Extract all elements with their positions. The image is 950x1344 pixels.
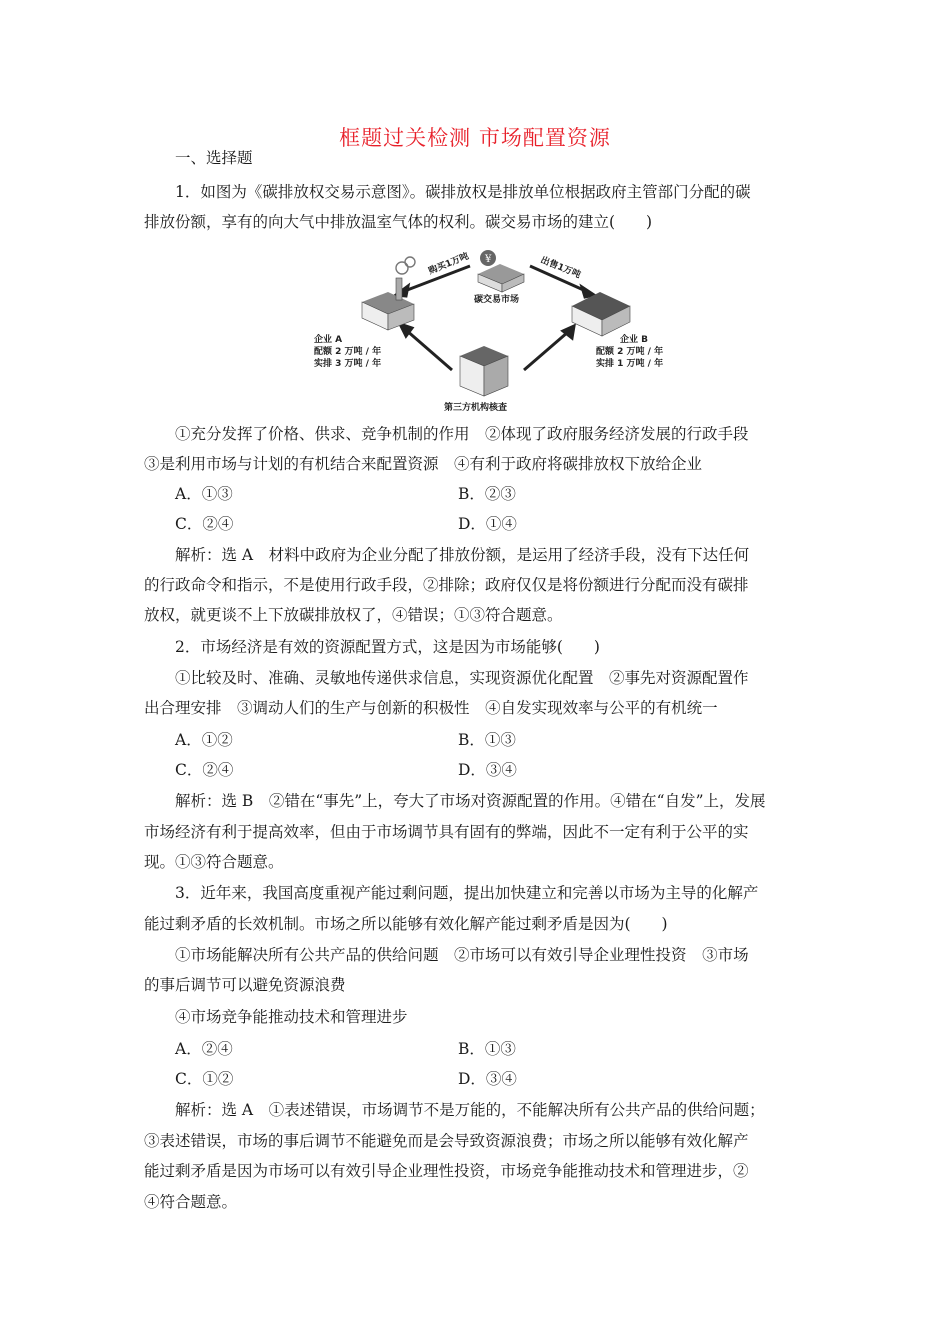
q2-statement-4: ④自发实现效率与公平的有机统一 xyxy=(485,699,718,717)
q1-option-c[interactable]: C．②④ xyxy=(175,515,234,533)
q2-option-c[interactable]: C．②④ xyxy=(175,761,234,779)
page-title: 框题过关检测 市场配置资源 xyxy=(339,126,611,150)
market-building-icon xyxy=(478,250,524,292)
q3-stem-line1: 3．近年来，我国高度重视产能过剩问题，提出加快建立和完善以市场为主导的化解产 xyxy=(175,884,759,902)
q3-statement-1: ①市场能解决所有公共产品的供给问题 xyxy=(175,946,439,964)
q2-stem: 2．市场经济是有效的资源配置方式，这是因为市场能够( ) xyxy=(175,638,600,656)
q1-option-a[interactable]: A．①③ xyxy=(175,485,233,503)
q3-option-c[interactable]: C．①② xyxy=(175,1070,234,1088)
q1-statements-line2 xyxy=(144,454,702,474)
q1-option-b[interactable]: B．②③ xyxy=(458,485,516,503)
q1-option-d[interactable]: D．①④ xyxy=(458,515,517,533)
q1-statement-4: ④有利于政府将碳排放权下放给企业 xyxy=(454,455,703,473)
third-party-building-icon xyxy=(460,346,508,396)
q2-option-b[interactable]: B．①③ xyxy=(458,731,516,749)
q2-analysis-line2: 市场经济有利于提高效率，但由于市场调节具有固有的弊端，因此不一定有利于公平的实 xyxy=(144,823,749,841)
q3-analysis-line3: 能过剩矛盾是因为市场可以有效引导企业理性投资，市场竞争能推动技术和管理进步，② xyxy=(144,1162,749,1180)
q2-option-a[interactable]: A．①② xyxy=(175,731,233,749)
carbon-trading-diagram xyxy=(310,244,680,416)
label-b1: 企业 B xyxy=(620,335,648,345)
q3-option-d[interactable]: D．③④ xyxy=(458,1070,517,1088)
q3-option-b[interactable]: B．①③ xyxy=(458,1040,516,1058)
q1-analysis-line1: 解析：选 A 材料中政府为企业分配了排放份额，是运用了经济手段，没有下达任何 xyxy=(175,546,750,564)
arrow-right-check xyxy=(524,332,568,370)
q3-statement-4: ④市场竞争能推动技术和管理进步 xyxy=(175,1008,408,1026)
q2-statements-line2 xyxy=(144,698,718,718)
arrow-left-check xyxy=(406,330,452,370)
label-buy: 购买1万吨 xyxy=(427,251,471,277)
q3-statement-3: ③市场 xyxy=(702,946,749,964)
q2-analysis-line1: 解析：选 B ②错在“事先”上，夸大了市场对资源配置的作用。④错在“自发”上，发展 xyxy=(175,792,766,810)
q1-stem-line1: 1．如图为《碳排放权交易示意图》。碳排放权是排放单位根据政府主管部门分配的碳 xyxy=(175,183,751,201)
label-sell: 出售1万吨 xyxy=(538,255,582,281)
q1-statements-line1 xyxy=(175,424,749,444)
q1-statement-2: ②体现了政府服务经济发展的行政手段 xyxy=(485,425,749,443)
q1-analysis-line2: 的行政命令和指示，不是使用行政手段，②排除；政府仅仅是将份额进行分配而没有碳排 xyxy=(144,576,749,594)
q3-statement-2: ②市场可以有效引导企业理性投资 xyxy=(454,946,687,964)
q2-option-d[interactable]: D．③④ xyxy=(458,761,517,779)
q2-statements-line1 xyxy=(175,668,749,688)
q2-statement-1: ①比较及时、准确、灵敏地传递供求信息，实现资源优化配置 xyxy=(175,669,594,687)
q3-stem-line2: 能过剩矛盾的长效机制。市场之所以能够有效化解产能过剩矛盾是因为( ) xyxy=(144,915,668,933)
label-a1: 企业 A xyxy=(314,335,343,345)
q2-statement-3: ③调动人们的生产与创新的积极性 xyxy=(237,699,470,717)
svg-text:¥: ¥ xyxy=(485,254,492,265)
label-a2: 配额 2 万吨 / 年 xyxy=(314,347,382,357)
q3-statement-3-cont: 的事后调节可以避免资源浪费 xyxy=(144,976,346,994)
q3-statements-line1 xyxy=(175,945,749,965)
q2-statement-2: ②事先对资源配置作 xyxy=(609,669,749,687)
label-market: 碳交易市场 xyxy=(474,295,520,305)
label-a3: 实排 3 万吨 / 年 xyxy=(314,359,382,369)
q1-stem-line2: 排放份额，享有的向大气中排放温室气体的权利。碳交易市场的建立( ) xyxy=(144,213,653,231)
arrow-sell-head xyxy=(582,287,594,297)
q1-statement-3: ③是利用市场与计划的有机结合来配置资源 xyxy=(144,455,439,473)
q2-analysis-line3: 现。①③符合题意。 xyxy=(144,853,284,871)
q2-statement-2-cont: 出合理安排 xyxy=(144,699,222,717)
label-third-party: 第三方机构核查 xyxy=(444,403,508,413)
section-heading: 一、选择题 xyxy=(175,149,253,167)
q1-statement-1: ①充分发挥了价格、供求、竞争机制的作用 xyxy=(175,425,470,443)
label-b3: 实排 1 万吨 / 年 xyxy=(596,359,664,369)
q3-analysis-line1: 解析：选 A ①表述错误，市场调节不是万能的，不能解决所有公共产品的供给问题； xyxy=(175,1101,765,1119)
q1-analysis-line3: 放权，就更谈不上下放碳排放权了，④错误；①③符合题意。 xyxy=(144,606,563,624)
q3-analysis-line4: ④符合题意。 xyxy=(144,1193,238,1211)
q3-option-a[interactable]: A．②④ xyxy=(175,1040,233,1058)
enterprise-b-icon xyxy=(572,292,630,336)
q3-analysis-line2: ③表述错误，市场的事后调节不能避免而是会导致资源浪费；市场之所以能够有效化解产 xyxy=(144,1132,749,1150)
label-b2: 配额 2 万吨 / 年 xyxy=(596,347,664,357)
